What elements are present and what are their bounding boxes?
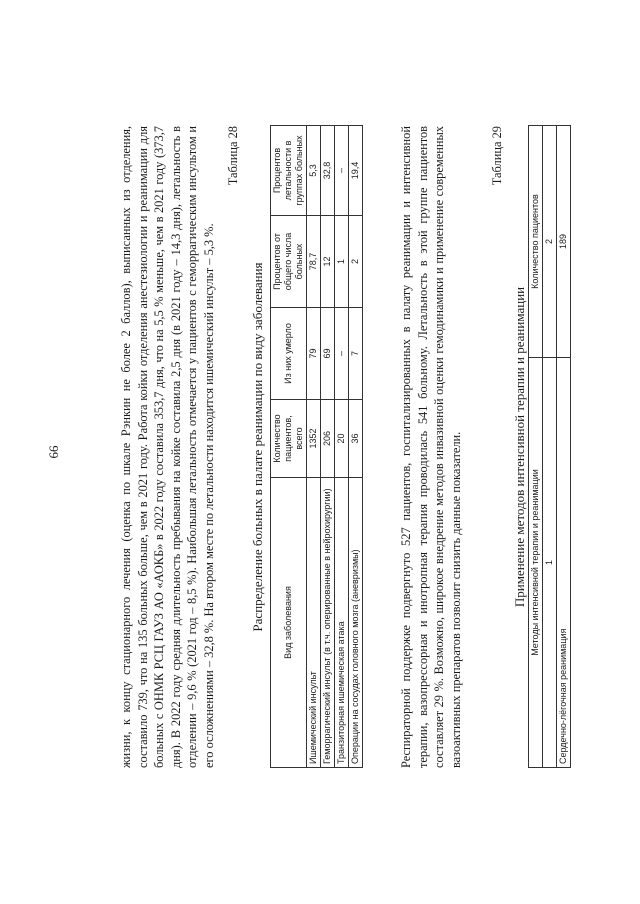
t29-index-2: 2 [543, 126, 557, 358]
t28-cell-died: – [335, 308, 349, 400]
t28-cell-percent: 12 [321, 216, 335, 308]
t28-cell-patients: 1352 [307, 400, 321, 478]
t28-header-died: Из них умерло [271, 308, 307, 400]
table-row [335, 126, 349, 768]
table-28-label: Таблица 28 [226, 126, 240, 186]
t28-cell-disease: Транзиторная ишемическая атака [335, 478, 349, 768]
t29-cell-method: Сердечно-лёгочная реанимация [557, 358, 571, 768]
page-number: 66 [46, 445, 61, 459]
table-29-header-row [529, 126, 543, 768]
table-28-header-row [271, 126, 307, 768]
t28-cell-percent: 1 [335, 216, 349, 308]
table-28 [270, 125, 363, 768]
t28-cell-lethality: 5,3 [307, 126, 321, 216]
table-29-label: Таблица 29 [490, 126, 504, 186]
t28-cell-lethality: – [335, 126, 349, 216]
t28-header-percent-of-total: Процентов от общего числа больных [271, 216, 307, 308]
t28-cell-lethality: 32,8 [321, 126, 335, 216]
table-29-index-row [543, 126, 557, 768]
paragraph-respiratory-support: Респираторной поддержке подвергнуто 527 пациентов, госпитализированных в палату реанимации и интенсивной терапии, вазопрессорная и инотропная терапия проводилась 541 больному. Летальность в этой группе пациентов составляет 29 %. Возможно, широкое внедрение методов инвазивной оценки гемодинамики и применение современных вазоактивных препаратов позволит снизить данные показатели. [399, 126, 463, 768]
t28-cell-disease: Операции на сосудах головного мозга (аневризмы) [349, 478, 363, 768]
table-row [349, 126, 363, 768]
t29-index-1: 1 [543, 358, 557, 768]
table-row [557, 126, 571, 768]
t28-cell-patients: 36 [349, 400, 363, 478]
table-row [307, 126, 321, 768]
table-29 [528, 125, 571, 768]
t28-header-lethality-percent: Процентов летальности в группах больных [271, 126, 307, 216]
t28-cell-died: 7 [349, 308, 363, 400]
t28-cell-patients: 206 [321, 400, 335, 478]
t28-cell-died: 79 [307, 308, 321, 400]
table-row [321, 126, 335, 768]
t28-cell-percent: 2 [349, 216, 363, 308]
t28-cell-died: 69 [321, 308, 335, 400]
t28-cell-percent: 78,7 [307, 216, 321, 308]
t28-cell-disease: Ишемический инсульт [307, 478, 321, 768]
t29-header-methods: Методы интенсивной терапии и реанимации [529, 358, 543, 768]
t29-header-patients: Количество пациентов [529, 126, 543, 358]
table-29-title: Применение методов интенсивной терапии и реанимации [512, 286, 527, 608]
t28-cell-patients: 20 [335, 400, 349, 478]
t28-cell-disease: Геморрагический инсульт (в т.ч. оперированные в нейрохирургии) [321, 478, 335, 768]
paragraph-mortality-and-bed-work: жизни, к концу стационарного лечения (оценка по шкале Рэнкин не более 2 баллов), выписанных из отделения, составило 739, что на 135 больных больше, чем в 2021 году. Работа койки отделения анестезиологии и реанимации для больных с ОНМК РСЦ ГАУЗ АО «АОКБ» в 2022 году составила 353,7 дня, что на 5,5 % меньше, чем в 2021 году (373,7 дня). В 2022 году средняя длительность пребывания на койке составила 2,5 дня (в 2021 году – 14,3 дня), летальность в отделении – 9,6 % (2021 год – 8,5 %). Наибольшая летальность отмечается у пациентов с геморрагическим инсультом и его осложнениями – 32,8 %. На втором месте по летальности находится ишемический инсульт – 5,3 %. [119, 126, 216, 768]
table-28-title: Распределение больных в палате реанимации по виду заболевания [250, 262, 265, 632]
t28-header-patients-total: Количество пациентов, всего [271, 400, 307, 478]
t28-header-disease: Вид заболевания [271, 478, 307, 768]
t29-cell-patients: 189 [557, 126, 571, 358]
t28-cell-lethality: 19,4 [349, 126, 363, 216]
